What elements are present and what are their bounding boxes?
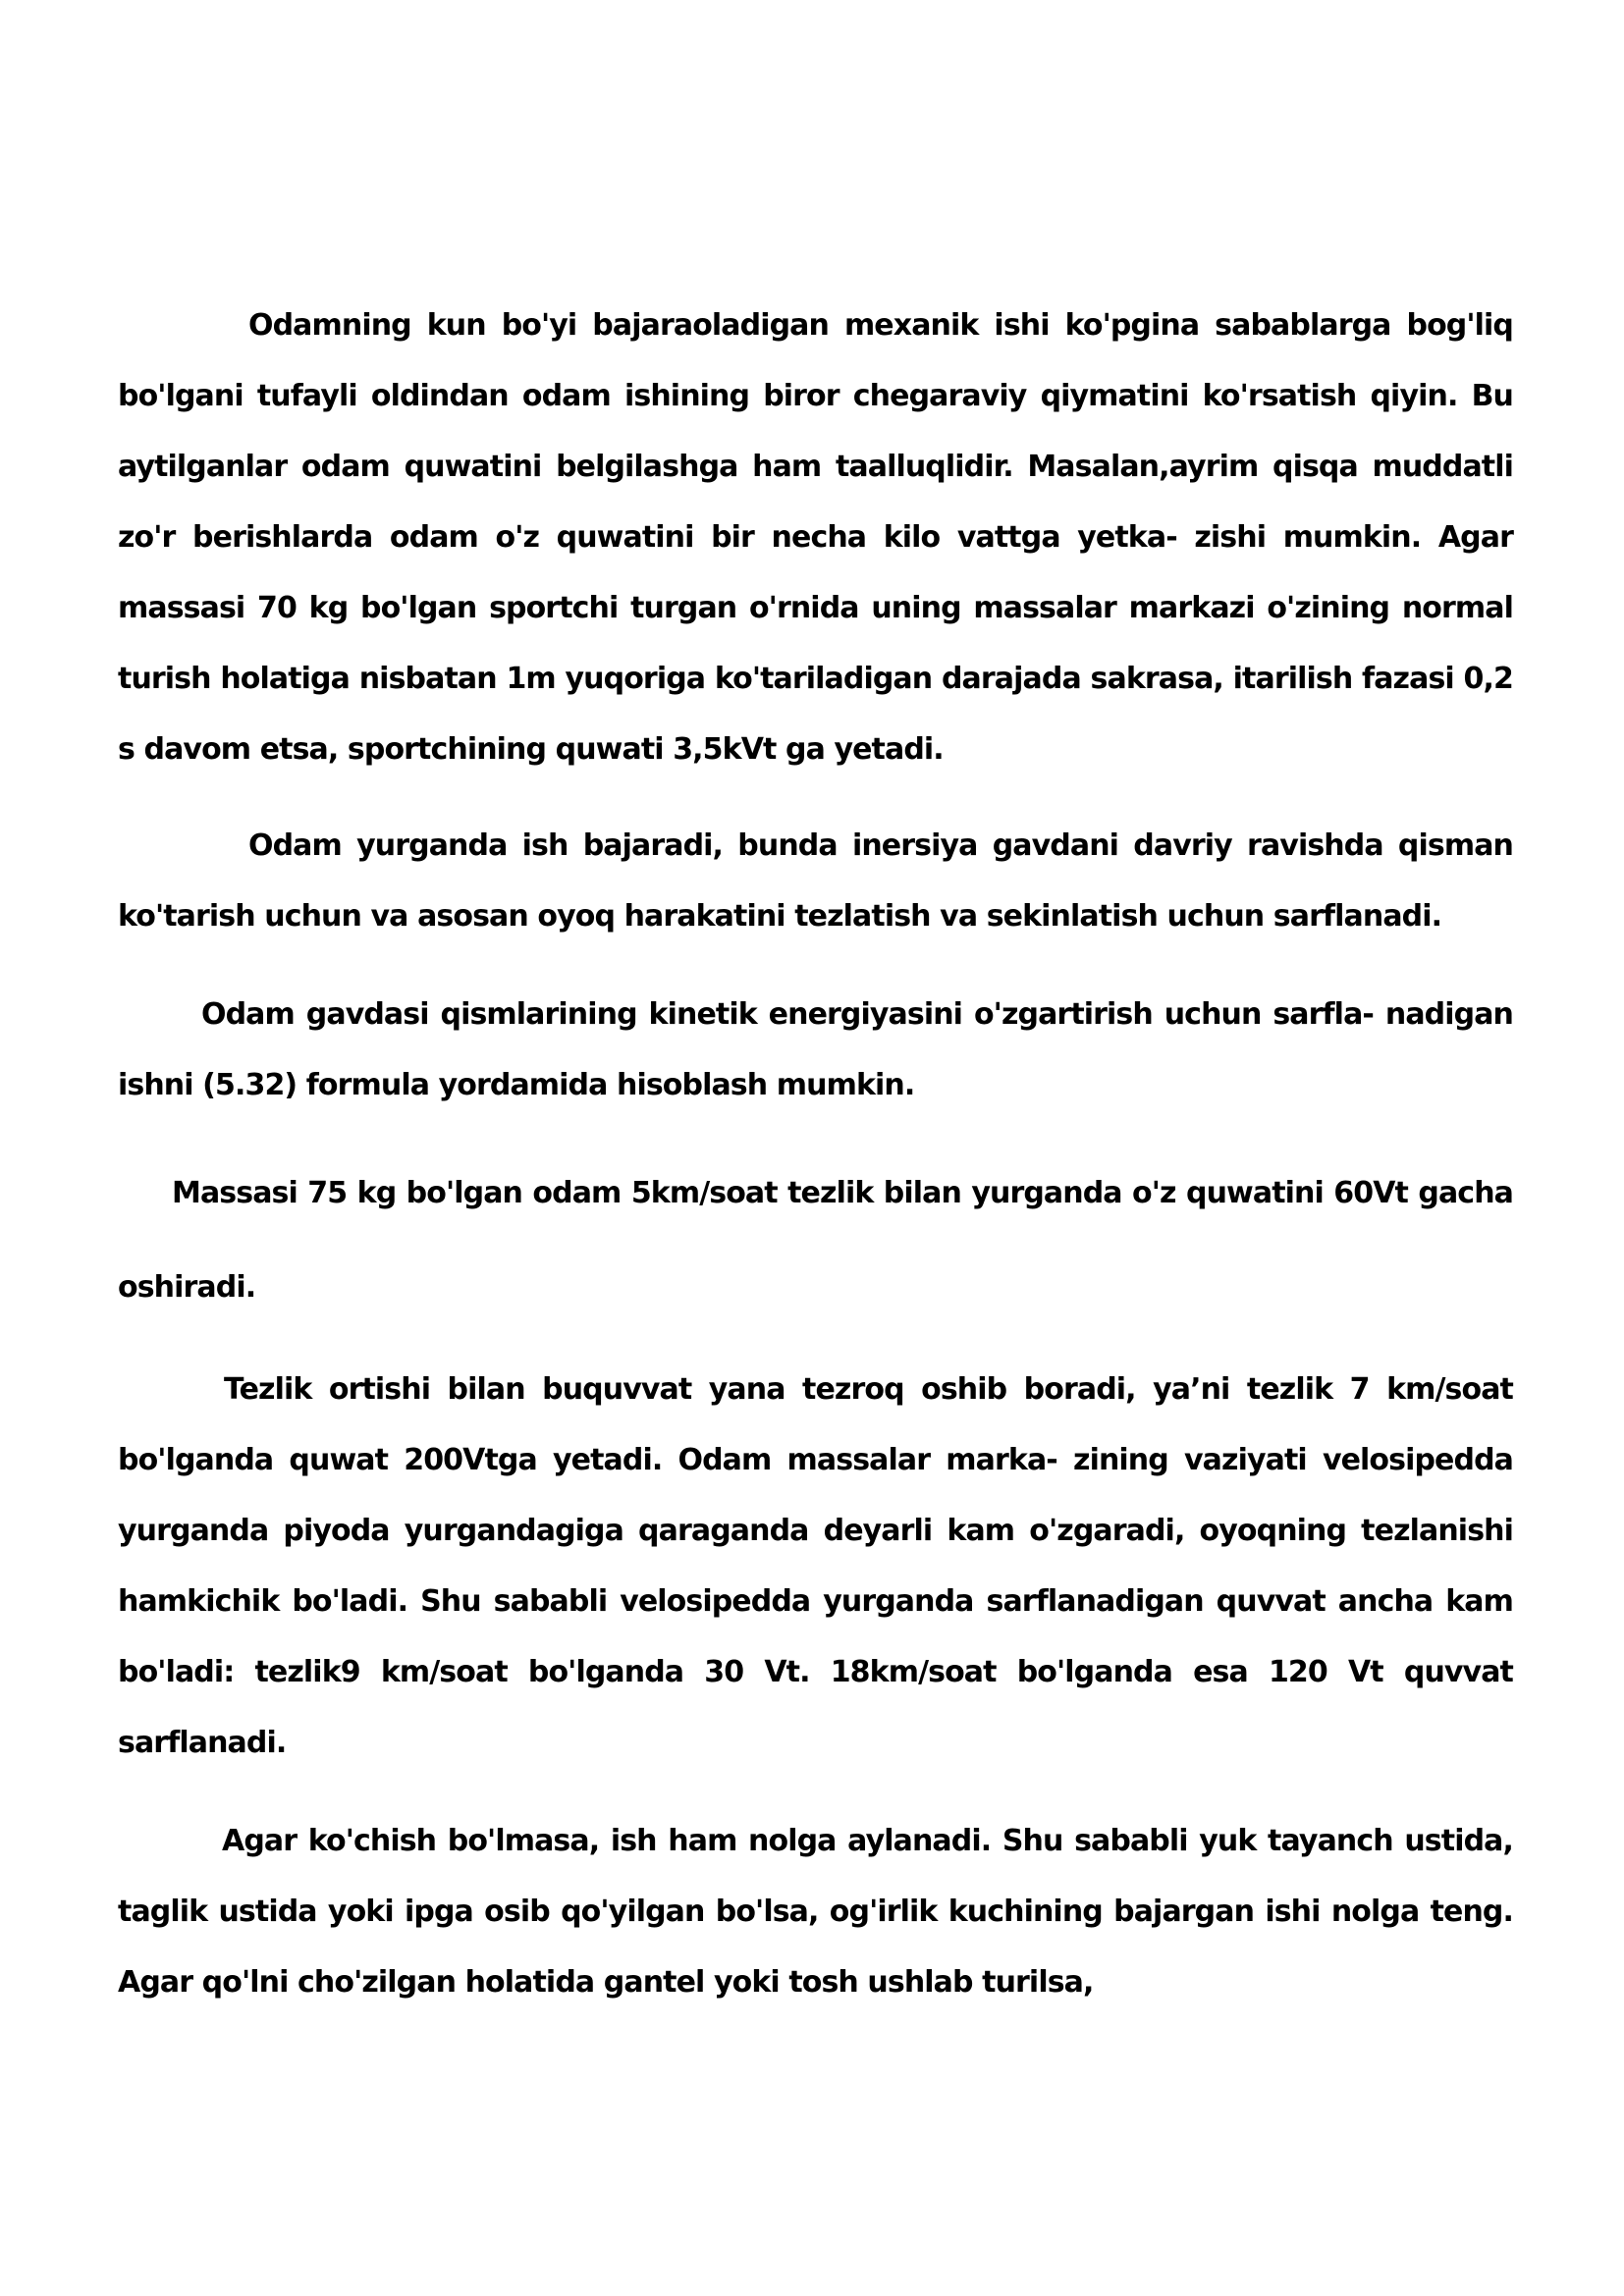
paragraph-1: Odamning kun bo'yi bajaraoladigan mexanik ishi ko'pgina sabablarga bog'liq bo'lgani tufayli oldindan odam ishining biror chegaraviy qiymatini ko'rsatish qiyin. Bu aytilganlar odam quwatini belgilashga ham taalluqlidir. Masalan,ayrim qisqa muddatli zo'r berishlarda odam o'z quwatini bir necha kilo vattga yetka- zishi mumkin. Agar massasi 70 kg bo'lgan sportchi turgan o'rnida uning massalar markazi o'zining normal turish holatiga nisbatan 1m yuqoriga ko'tariladigan darajada sakrasa, itarilish fazasi 0,2 s davom etsa, sportchining quwati 3,5kVt ga yetadi. bbox=[118, 308, 1513, 767]
paragraph-3: Odam gavdasi qismlarining kinetik energiyasini o'zgartirish uchun sarfla- nadigan ishni (5.32) formula yordamida hisoblash mumkin. bbox=[118, 997, 1513, 1102]
paragraph-2: Odam yurganda ish bajaradi, bunda inersiya gavdani davriy ravishda qisman ko'tarish uchun va asosan oyoq harakatini tezlatish va sekinlatish uchun sarflanadi. bbox=[118, 828, 1513, 934]
paragraph-4: Massasi 75 kg bo'lgan odam 5km/soat tezlik bilan yurganda o'z quwatini 60Vt gacha oshiradi. bbox=[118, 1176, 1513, 1305]
paragraph-6: Agar ko'chish bo'lmasa, ish ham nolga aylanadi. Shu sababli yuk tayanch ustida, taglik ustida yoki ipga osib qo'yilgan bo'lsa, og'irlik kuchining bajargan ishi nolga teng. Agar qo'lni cho'zilgan holatida gantel yoki tosh ushlab turilsa, bbox=[118, 1824, 1513, 2000]
paragraph-5: Tezlik ortishi bilan buquvvat yana tezroq oshib boradi, ya’ni tezlik 7 km/soat bo'lganda quwat 200Vtga yetadi. Odam massalar marka- zining vaziyati velosipedda yurganda piyoda yurgandagiga qaraganda deyarli kam o'zgaradi, oyoqning tezlanishi hamkichik bo'ladi. Shu sababli velosipedda yurganda sarflanadigan quvvat ancha kam bo'ladi: tezlik9 km/soat bo'lganda 30 Vt. 18km/soat bo'lganda esa 120 Vt quvvat sarflanadi. bbox=[118, 1372, 1513, 1760]
